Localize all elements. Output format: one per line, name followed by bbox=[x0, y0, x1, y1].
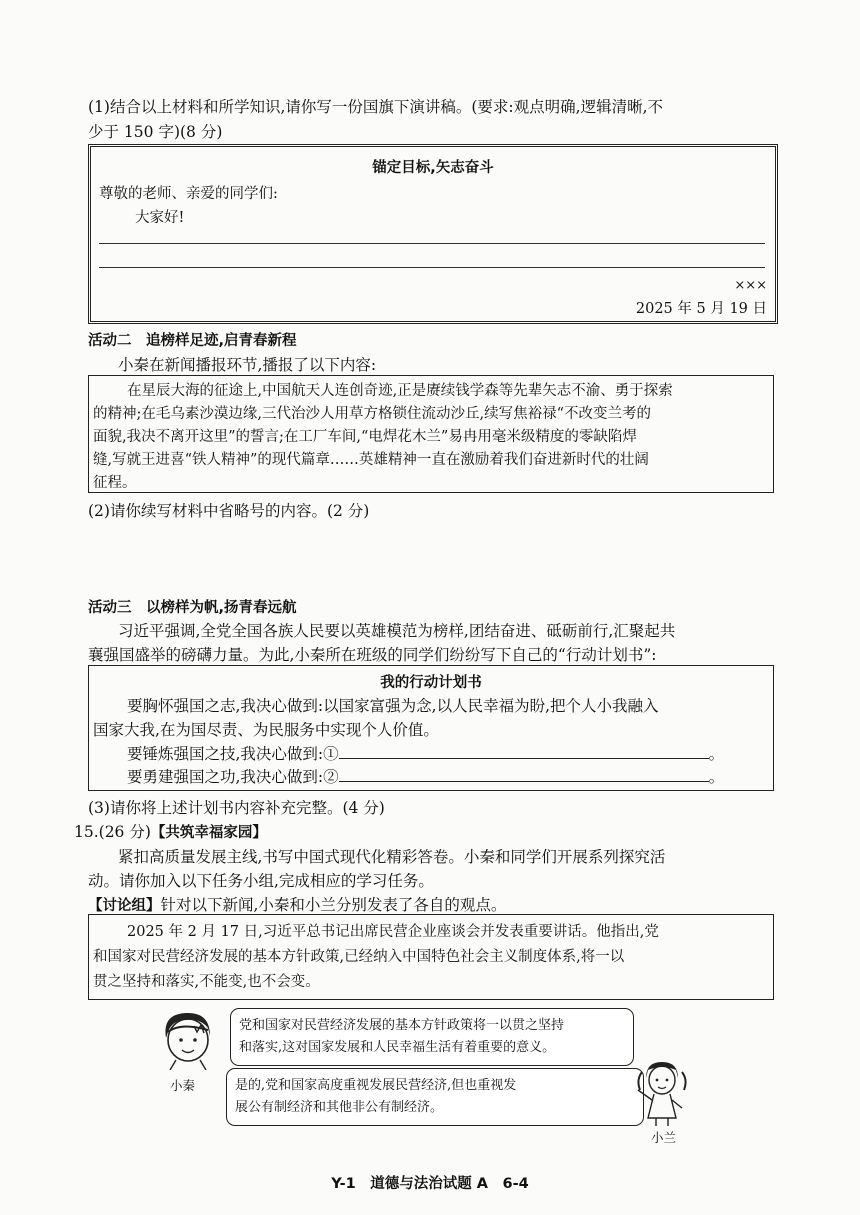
q1-line1: (1)结合以上材料和所学知识,请你写一份国旗下演讲稿。(要求:观点明确,逻辑清晰,不 bbox=[88, 98, 664, 116]
bubble-line: 是的,党和国家高度重视发展民营经济,但也重视发 bbox=[235, 1078, 517, 1093]
plan-box bbox=[88, 665, 774, 791]
xiaolan-figure bbox=[632, 1060, 692, 1128]
plan-line: 国家大我,在为国尽责、为民服务中实现个人价值。 bbox=[93, 721, 439, 739]
plan-title: 我的行动计划书 bbox=[380, 675, 482, 691]
speech-date: 2025 年 5 月 19 日 bbox=[635, 301, 767, 317]
plan-blank-line-2: 要勇建强国之功,我决心做到:② 。 bbox=[127, 768, 725, 786]
activity2-title: 活动二 追榜样足迹,启青春新程 bbox=[88, 333, 297, 349]
news-box bbox=[88, 914, 774, 1000]
plan-blank-line-1: 要锤炼强国之技,我决心做到:① 。 bbox=[127, 745, 725, 763]
q15-title: 【共筑幸福家园】 bbox=[150, 825, 267, 841]
activity3-para-line: 习近平强调,全党全国各族人民要以英雄模范为榜样,团结奋进、砥砺前行,汇聚起共 bbox=[118, 622, 676, 640]
writing-line bbox=[99, 243, 765, 244]
writing-line bbox=[99, 267, 765, 268]
bubble-line: 党和国家对民营经济发展的基本方针政策将一以贯之坚持 bbox=[239, 1018, 565, 1033]
xiaoqin-name: 小秦 bbox=[170, 1078, 196, 1093]
xiaoqin-speech-bubble bbox=[230, 1008, 634, 1066]
speech-hello: 大家好! bbox=[135, 210, 185, 226]
q3-text: (3)请你将上述计划书内容补充完整。(4 分) bbox=[88, 799, 385, 817]
answer-blank-2[interactable] bbox=[339, 767, 709, 782]
answer-blank-1[interactable] bbox=[339, 744, 709, 759]
plan-line: 要胸怀强国之志,我决心做到:以国家富强为念,以人民幸福为盼,把个人小我融入 bbox=[127, 697, 659, 715]
discussion-group-line: 【讨论组】针对以下新闻,小秦和小兰分别发表了各自的观点。 bbox=[88, 896, 507, 914]
q15-header bbox=[74, 820, 267, 842]
material-line: 征程。 bbox=[93, 475, 137, 491]
activity3-title: 活动三 以榜样为帆,扬青春远航 bbox=[88, 600, 297, 616]
news-line: 贯之坚持和落实,不能变,也不会变。 bbox=[93, 974, 320, 990]
material-line: 缝,写就王进喜“铁人精神”的现代篇章……英雄精神一直在激励着我们奋进新时代的壮阔 bbox=[93, 452, 649, 468]
speech-box bbox=[88, 144, 778, 324]
q1-line2: 少于 150 字)(8 分) bbox=[88, 123, 223, 141]
material-line: 的精神;在毛乌素沙漠边缘,三代治沙人用草方格锁住流动沙丘,续写焦裕禄“不改变兰考的 bbox=[93, 406, 652, 422]
bubble-line: 展公有制经济和其他非公有制经济。 bbox=[235, 1100, 444, 1115]
page-footer: Y-1 道德与法治试题 A 6-4 bbox=[331, 1176, 529, 1192]
q15-intro-line: 紧扣高质量发展主线,书写中国式现代化精彩答卷。小秦和同学们开展系列探究活 bbox=[118, 848, 666, 866]
q15-number: 15.(26 分) bbox=[74, 823, 151, 841]
xiaolan-speech-bubble bbox=[226, 1068, 644, 1126]
news-line: 和国家对民营经济发展的基本方针政策,已经纳入中国特色社会主义制度体系,将一以 bbox=[93, 949, 625, 965]
news-line: 2025 年 2 月 17 日,习近平总书记出席民营企业座谈会并发表重要讲话。他指出,党 bbox=[127, 924, 659, 940]
q15-intro-line: 动。请你加入以下任务小组,完成相应的学习任务。 bbox=[88, 872, 434, 890]
activity2-intro: 小秦在新闻播报环节,播报了以下内容: bbox=[118, 356, 377, 374]
speech-greeting: 尊敬的老师、亲爱的同学们: bbox=[99, 186, 278, 202]
activity3-para-line: 襄强国盛举的磅礴力量。为此,小秦所在班级的同学们纷纷写下自己的“行动计划书”: bbox=[88, 646, 657, 664]
speech-signature: ××× bbox=[734, 278, 767, 293]
material-line: 在星辰大海的征途上,中国航天人连创奇迹,正是赓续钱学森等先辈矢志不渝、勇于探索 bbox=[127, 383, 673, 399]
material-box bbox=[88, 375, 774, 493]
bubble-line: 和落实,这对国家发展和人民幸福生活有着重要的意义。 bbox=[239, 1040, 556, 1055]
speech-title: 锚定目标,矢志奋斗 bbox=[372, 160, 494, 176]
q2-text: (2)请你续写材料中省略号的内容。(2 分) bbox=[88, 502, 370, 520]
material-line: 面貌,我决不离开这里”的誓言;在工厂车间,“电焊花木兰”易冉用毫米级精度的零缺陷焊 bbox=[93, 429, 637, 445]
xiaolan-name: 小兰 bbox=[651, 1130, 677, 1145]
discussion-group-label: 【讨论组】 bbox=[88, 898, 161, 914]
xiaoqin-figure bbox=[150, 1008, 226, 1070]
